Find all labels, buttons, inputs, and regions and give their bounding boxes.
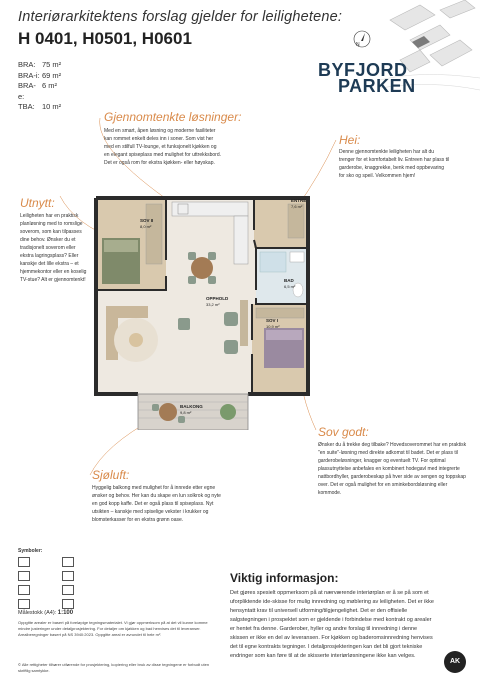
spec-row [18, 81, 61, 102]
callout-title-hei: Hei: [339, 133, 361, 147]
copyright-note: © Alle rettigheter tilhører utførende for prosjektering, kopiering eller bruk av disse tegningene er forbudt uten skriftlig samtykke. [18, 662, 210, 673]
scale-label: Målestokk (A4): [18, 610, 57, 616]
svg-text:N: N [356, 42, 360, 48]
spec-value: 75 m² [42, 60, 62, 69]
room-label-bad: BAD [284, 278, 294, 283]
brand-logo [318, 62, 416, 94]
spec-label: BRA-e: [18, 81, 36, 101]
balcony-table [159, 403, 177, 421]
tv-unit [240, 300, 248, 346]
dining-table [191, 257, 213, 279]
symbol-icon [62, 557, 74, 567]
kitchen-tall-units [234, 216, 248, 264]
area-specs [18, 60, 61, 113]
spec-label: TBA: [18, 102, 35, 112]
logo-line-2: PARKEN [338, 76, 416, 96]
wardrobe-sov1 [256, 308, 304, 318]
symbol-icon [62, 571, 74, 581]
coffee-table [129, 333, 143, 347]
armchair [224, 340, 238, 354]
spec-row [18, 60, 61, 71]
spec-label: BRA-i: [18, 70, 40, 80]
spec-value: 6 m² [42, 81, 57, 91]
room-label-sov2: SOV II [140, 218, 154, 223]
callout-text-utnytt: Leiligheten har en praktisk planløsning med to romslige soverom, som kan tilpasses dine behov. Ønsker du et tradisjonelt soverom eller ekstra lagringsplass? Eller kanskje det lille ekstra – et hjemmekontor eller en koselig TV-stue? Alt er gjennomtenkt! [20, 213, 87, 283]
callout-text-sjoluft: Hyggelig balkong med mulighet for å innrede etter egne ønsker og behov. Her kan du skape en lun solkrok og nyte en god kopp kaffe. Det er også plass til spiseplass. Nyt utsikten – kanskje med spiselige vekster i krukker og blomsterkasser for en ekstra grønn oase. [92, 485, 221, 523]
entre-wardrobe [288, 204, 304, 238]
callout-text-sovgodt: Ønsker du å trekke deg tilbake? Hovedsoverommet har en praktisk "en suite"-løsning med direkte adkomst til badet. Det er plass til garderobeløsninger, knagger og eventuelt TV. For optimal plassutnyttelse anbefales en kombinert hodegavl med integrerte nattbordhyller, garderobeskap på hver side av sengen og toppskap over. Det er også mulighet for en sminkebordsløsning eller kommode. [318, 442, 467, 496]
callout-title-sjoluft: Sjøluft: [92, 468, 130, 482]
room-area-sov2: 8,0 m² [140, 224, 152, 229]
important-info-title: Viktig informasjon: [230, 571, 339, 585]
compass-icon [352, 29, 372, 49]
logo-line-1: BYFJORD [318, 60, 408, 80]
symbol-icon [18, 599, 30, 609]
floor-plan [88, 190, 316, 430]
disclaimer: Oppgitte arealer er basert på foreløpige tegningsmaterialet. Vi gjør oppmerksom på at det vil kunne komme mindre justeringer under detaljprosjektering. For detaljer om kjøkken og bad henvises det til leveranser. Arealberegninger basert på NS 3940:2023. Oppgitte areal er avrundet til hele m². [18, 620, 208, 637]
room-area-bad: 6,5 m² [284, 284, 296, 289]
spec-label: BRA: [18, 60, 36, 69]
architect-badge: AK [444, 651, 466, 673]
spec-row [18, 71, 61, 82]
symbols-title: Symboler: [18, 548, 43, 554]
room-area-opphold: 33,2 m² [206, 302, 220, 307]
callout-text-hei: Denne gjennomtenkte leiligheten har alt du trenger for et komfortabelt liv. Entreen har plass til garderobe, knaggrekke, benk med oppbevaring for sko og speil. Velkommen hjem! [339, 149, 450, 179]
symbol-icon [18, 571, 30, 581]
room-area-sov1: 10,9 m² [266, 324, 280, 329]
callout-title-utnytt: Utnytt: [20, 196, 55, 210]
armchair [224, 312, 238, 326]
armchair [178, 318, 190, 330]
room-area-balkong: 9,8 m² [180, 410, 192, 415]
room-area-entre: 7,6 m² [291, 204, 303, 209]
symbol-icon [62, 599, 74, 609]
unit-numbers: H 0401, H0501, H0601 [18, 29, 192, 48]
callout-text-losninger: Med en smart, åpen løsning og moderne fasiliteter kan rommet enkelt deles inn i soner. Som vist her med en stilfull TV-lounge, et funksjonelt kjøkken og en elegant spiseplass med mulighet for uttrekksbord. Det er også rom for ekstra kjøkken- eller høyskap. [104, 128, 222, 166]
wardrobe-sov2 [146, 204, 162, 264]
spec-row [18, 102, 61, 113]
important-info-text: Det gjøres spesielt oppmerksom på at nærværende interiørplan er å se på som et uforpliktende ide-skisse for mulig innredning og møblering av leiligheten. Det er ikke hensyntatt krav til universell utforming/tilgjengelighet. Det er den offisielle salgstegningen i prospektet som er gjeldende i forbindelse med kontrakt og arealer er hentet fra denne. Garderober, hyller og andre forslag til innredning i denne skissen er ikke en del av leveransen. For kjøkken og baderomsinnredning henvises det til egne kontrakts tegninger. I detaljprosjekteringen kan det bli gjort tekniske endringer som kan føre til at de skisserte interiørløsningene ikke kan velges. [230, 590, 434, 659]
room-label-entre: ENTRE [291, 198, 307, 203]
room-label-sov1: SOV I [266, 318, 279, 323]
callout-title-losninger: Gjennomtenkte løsninger: [104, 110, 242, 124]
symbol-icon [18, 585, 30, 595]
page-title: Interiørarkitektens forslag gjelder for leilighetene: [18, 9, 343, 25]
room-label-opphold: OPPHOLD [206, 296, 229, 301]
spec-value: 69 m² [42, 70, 62, 80]
sink [290, 252, 304, 262]
spec-value: 10 m² [42, 102, 62, 112]
scale [18, 610, 73, 616]
room-label-balkong: BALKONG [180, 404, 203, 409]
callout-title-sovgodt: Sov godt: [318, 425, 369, 439]
shower [260, 252, 286, 272]
symbol-icon [62, 585, 74, 595]
balcony-plant [220, 404, 236, 420]
symbol-icon [18, 557, 30, 567]
symbols-legend [18, 548, 100, 609]
scale-value: 1:100 [57, 610, 74, 616]
